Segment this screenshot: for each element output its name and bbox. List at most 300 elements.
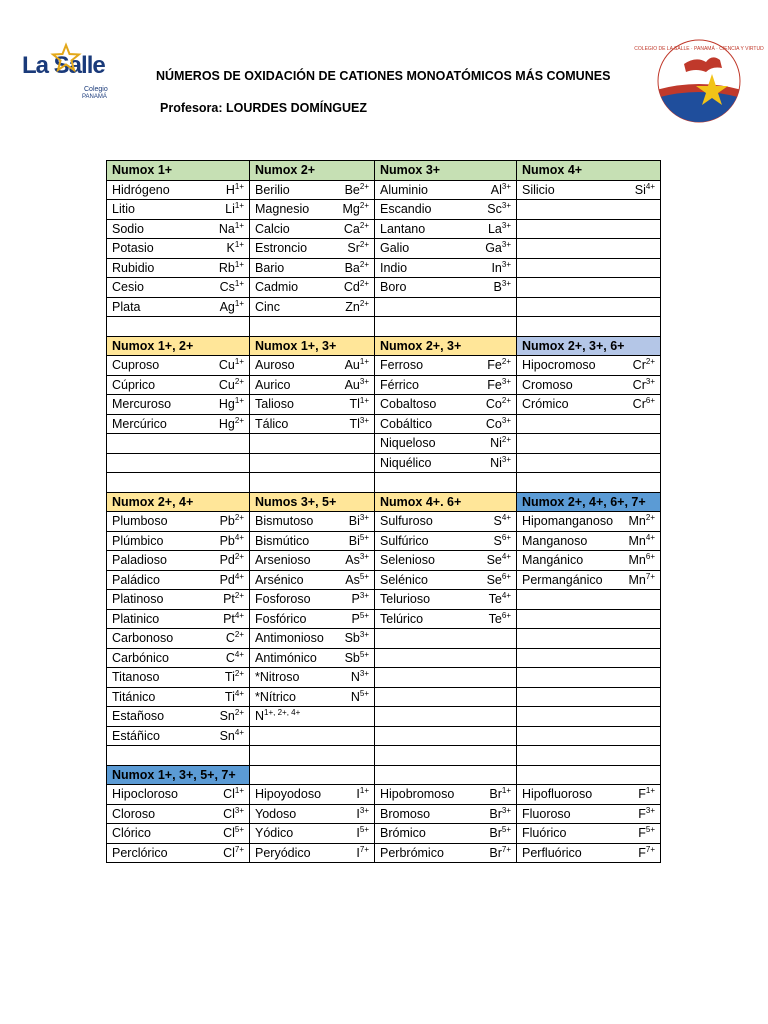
charge: 5+ bbox=[501, 825, 511, 835]
cation-symbol bbox=[227, 241, 244, 255]
table-cell bbox=[107, 824, 250, 844]
element-symbol: Co bbox=[485, 416, 502, 431]
cation-symbol bbox=[352, 612, 369, 626]
cation-symbol bbox=[345, 358, 369, 372]
cation-symbol bbox=[486, 417, 511, 431]
table-cell bbox=[250, 297, 375, 317]
element-symbol: Au bbox=[344, 358, 360, 373]
group-header: Numox 2+, 3+ bbox=[375, 336, 517, 356]
table-cell bbox=[250, 629, 375, 649]
element-symbol: I bbox=[356, 845, 360, 860]
table-header-row bbox=[107, 765, 661, 785]
cation-symbol bbox=[344, 222, 369, 236]
teacher-name: Profesora: LOURDES DOMÍNGUEZ bbox=[160, 101, 367, 115]
table-cell bbox=[107, 687, 250, 707]
element-symbol: La bbox=[487, 221, 502, 236]
charge: 3+ bbox=[359, 513, 369, 523]
cation-symbol bbox=[487, 573, 511, 587]
cation-name: Cuproso bbox=[112, 358, 160, 373]
cation-symbol bbox=[349, 417, 369, 431]
charge: 4+ bbox=[234, 688, 244, 698]
cation-name: Platinoso bbox=[112, 592, 164, 607]
charge: 6+ bbox=[501, 532, 511, 542]
cation-name: Férrico bbox=[380, 377, 419, 392]
element-symbol: Be bbox=[344, 182, 360, 197]
group-header: Numox 4+ bbox=[517, 161, 661, 181]
element-symbol: F bbox=[638, 826, 646, 841]
table-cell bbox=[375, 395, 517, 415]
table-row bbox=[107, 200, 661, 220]
cation-name: Hipomanganoso bbox=[522, 514, 614, 529]
table-row bbox=[107, 278, 661, 298]
charge: 5+ bbox=[359, 649, 369, 659]
cation-symbol bbox=[345, 651, 369, 665]
cation-symbol bbox=[487, 202, 511, 216]
cation-name: Hipocromoso bbox=[522, 358, 596, 373]
table-row bbox=[107, 551, 661, 571]
cation-symbol bbox=[356, 787, 369, 801]
element-symbol: Mn bbox=[628, 533, 646, 548]
cation-symbol bbox=[220, 573, 244, 587]
element-symbol: S bbox=[493, 533, 502, 548]
cation-symbol bbox=[345, 300, 369, 314]
cation-symbol bbox=[490, 436, 511, 450]
cation-symbol bbox=[349, 514, 369, 528]
charge: 1+ bbox=[234, 298, 244, 308]
cation-name: Hipobromoso bbox=[380, 787, 455, 802]
charge: 4+ bbox=[234, 532, 244, 542]
charge: 7+ bbox=[359, 844, 369, 854]
charge: 3+ bbox=[501, 181, 511, 191]
table-cell bbox=[517, 687, 661, 707]
table-cell bbox=[107, 707, 250, 727]
table-cell bbox=[375, 375, 517, 395]
cation-symbol bbox=[629, 514, 656, 528]
cation-name: Perclórico bbox=[112, 845, 168, 860]
charge: 5+ bbox=[359, 825, 369, 835]
table-cell bbox=[107, 843, 250, 863]
table-cell bbox=[107, 356, 250, 376]
cation-name: Titánico bbox=[112, 689, 156, 704]
table-cell bbox=[517, 668, 661, 688]
element-symbol: Ca bbox=[343, 221, 360, 236]
cation-name: Plúmbico bbox=[112, 533, 164, 548]
cation-symbol bbox=[223, 592, 244, 606]
charge: 4+ bbox=[501, 552, 511, 562]
cation-name: Hipocloroso bbox=[112, 787, 179, 802]
element-symbol: Se bbox=[486, 553, 502, 568]
element-symbol: Na bbox=[218, 221, 235, 236]
table-cell bbox=[107, 317, 250, 337]
cation-symbol bbox=[633, 358, 655, 372]
table-cell bbox=[517, 200, 661, 220]
table-cell bbox=[375, 824, 517, 844]
element-symbol: Cl bbox=[223, 845, 235, 860]
table-cell bbox=[107, 629, 250, 649]
element-symbol: B bbox=[493, 280, 502, 295]
table-cell bbox=[375, 297, 517, 317]
table-row bbox=[107, 570, 661, 590]
cation-symbol bbox=[219, 417, 244, 431]
table-row bbox=[107, 180, 661, 200]
charge: 3+ bbox=[501, 240, 511, 250]
cation-name: Manganoso bbox=[522, 533, 588, 548]
charge: 3+ bbox=[359, 376, 369, 386]
table-cell bbox=[250, 414, 375, 434]
charge: 1+, 2+, 4+ bbox=[264, 708, 301, 718]
charge: 2+ bbox=[645, 357, 655, 367]
charge: 2+ bbox=[234, 591, 244, 601]
charge: 2+ bbox=[501, 396, 511, 406]
table-cell bbox=[250, 824, 375, 844]
table-cell bbox=[517, 804, 661, 824]
element-symbol: Sr bbox=[347, 241, 360, 256]
table-cell bbox=[107, 434, 250, 454]
charge: 5+ bbox=[234, 825, 244, 835]
cation-name: Hipoyodoso bbox=[255, 787, 322, 802]
charge: 2+ bbox=[359, 240, 369, 250]
table-cell bbox=[517, 843, 661, 863]
table-cell bbox=[107, 180, 250, 200]
element-symbol: Hg bbox=[218, 397, 235, 412]
cation-symbol bbox=[220, 534, 244, 548]
cation-name: Perbrómico bbox=[380, 845, 444, 860]
charge: 2+ bbox=[359, 181, 369, 191]
cation-symbol bbox=[351, 670, 369, 684]
element-symbol: Al bbox=[490, 182, 502, 197]
cation-symbol bbox=[345, 553, 369, 567]
cation-name: Aurico bbox=[255, 377, 291, 392]
table-cell bbox=[107, 473, 250, 493]
element-symbol: I bbox=[356, 806, 360, 821]
charge: 2+ bbox=[359, 298, 369, 308]
table-row bbox=[107, 375, 661, 395]
cation-name: Plumboso bbox=[112, 514, 168, 529]
table-row bbox=[107, 239, 661, 259]
cation-symbol bbox=[345, 261, 369, 275]
cation-name: Antimonioso bbox=[255, 631, 324, 646]
cation-symbol bbox=[223, 826, 244, 840]
element-symbol: N bbox=[350, 689, 360, 704]
cation-name: Talioso bbox=[255, 397, 294, 412]
table-header-row bbox=[107, 161, 661, 181]
table-cell bbox=[375, 785, 517, 805]
cation-name: Bismútico bbox=[255, 533, 310, 548]
table-cell bbox=[107, 551, 250, 571]
cation-symbol bbox=[485, 241, 511, 255]
table-cell bbox=[375, 258, 517, 278]
table-header-row bbox=[107, 336, 661, 356]
cation-name: Potasio bbox=[112, 241, 154, 256]
table-cell bbox=[517, 629, 661, 649]
table-cell bbox=[375, 453, 517, 473]
element-symbol: Cu bbox=[218, 358, 235, 373]
charge: 3+ bbox=[645, 805, 655, 815]
table-cell bbox=[250, 180, 375, 200]
cation-symbol bbox=[220, 729, 244, 743]
cation-symbol bbox=[226, 631, 244, 645]
group-header: Numox 1+, 2+ bbox=[107, 336, 250, 356]
charge: 1+ bbox=[359, 786, 369, 796]
table-cell bbox=[375, 200, 517, 220]
table-cell bbox=[250, 785, 375, 805]
cation-symbol bbox=[226, 183, 244, 197]
element-symbol: Se bbox=[486, 572, 502, 587]
charge: 5+ bbox=[359, 532, 369, 542]
cation-name: Bario bbox=[255, 260, 285, 275]
charge: 5+ bbox=[359, 688, 369, 698]
cation-symbol bbox=[345, 378, 369, 392]
element-symbol: Sn bbox=[219, 728, 235, 743]
group-header: Numox 1+, 3+ bbox=[250, 336, 375, 356]
group-header: Numox 3+ bbox=[375, 161, 517, 181]
logo-brand-text: La Salle bbox=[22, 52, 105, 79]
cation-name: Litio bbox=[112, 202, 135, 217]
table-cell bbox=[250, 395, 375, 415]
cation-name: *Nítrico bbox=[255, 689, 296, 704]
cation-symbol bbox=[487, 378, 511, 392]
element-symbol: C bbox=[225, 650, 235, 665]
element-symbol: Pb bbox=[219, 533, 235, 548]
cation-symbol bbox=[349, 534, 369, 548]
cation-symbol bbox=[633, 378, 655, 392]
table-cell bbox=[250, 434, 375, 454]
table-cell bbox=[250, 512, 375, 532]
charge: 4+ bbox=[234, 610, 244, 620]
element-symbol: As bbox=[345, 553, 360, 568]
element-symbol: Br bbox=[489, 826, 502, 841]
table-cell bbox=[250, 648, 375, 668]
charge: 6+ bbox=[645, 396, 655, 406]
cation-symbol bbox=[223, 807, 244, 821]
charge: 4+ bbox=[234, 727, 244, 737]
table-cell bbox=[517, 180, 661, 200]
charge: 2+ bbox=[234, 415, 244, 425]
element-symbol: Zn bbox=[345, 299, 360, 314]
cation-name: *Nitroso bbox=[255, 670, 300, 685]
element-symbol: Br bbox=[489, 806, 502, 821]
table-cell bbox=[250, 843, 375, 863]
charge: 3+ bbox=[359, 630, 369, 640]
cation-symbol bbox=[220, 300, 244, 314]
table-cell bbox=[250, 531, 375, 551]
group-header bbox=[250, 765, 375, 785]
group-header: Numox 2+, 3+, 6+ bbox=[517, 336, 661, 356]
cation-name: Mangánico bbox=[522, 553, 584, 568]
charge: 4+ bbox=[645, 181, 655, 191]
table-row bbox=[107, 434, 661, 454]
seal-text: COLEGIO DE LA SALLE · PANAMÁ · CIENCIA Y VIRTUD bbox=[634, 46, 764, 52]
element-symbol: Ga bbox=[485, 241, 502, 256]
element-symbol: C bbox=[225, 631, 235, 646]
table-cell bbox=[375, 726, 517, 746]
charge: 2+ bbox=[234, 630, 244, 640]
cation-symbol bbox=[226, 651, 244, 665]
element-symbol: H bbox=[225, 182, 235, 197]
table-row bbox=[107, 668, 661, 688]
cation-symbol bbox=[489, 612, 511, 626]
element-symbol: F bbox=[638, 787, 646, 802]
cation-symbol bbox=[494, 534, 511, 548]
table-cell bbox=[250, 200, 375, 220]
cation-name: Fosforoso bbox=[255, 592, 311, 607]
table-cell bbox=[107, 297, 250, 317]
cation-name: Telurioso bbox=[380, 592, 431, 607]
table-row bbox=[107, 395, 661, 415]
table-cell bbox=[250, 453, 375, 473]
charge: 7+ bbox=[645, 571, 655, 581]
charge: 3+ bbox=[359, 805, 369, 815]
cation-name: Estáñico bbox=[112, 728, 160, 743]
charge: 1+ bbox=[234, 786, 244, 796]
cation-name: Hidrógeno bbox=[112, 182, 170, 197]
element-symbol: P bbox=[351, 592, 360, 607]
table-row bbox=[107, 317, 661, 337]
table-cell bbox=[107, 746, 250, 766]
cation-symbol bbox=[347, 241, 369, 255]
element-symbol: Cr bbox=[632, 358, 646, 373]
cation-symbol bbox=[635, 183, 655, 197]
cation-name: Selenioso bbox=[380, 553, 435, 568]
cation-name: Bromoso bbox=[380, 806, 431, 821]
table-cell bbox=[517, 590, 661, 610]
charge: 2+ bbox=[501, 357, 511, 367]
cation-symbol bbox=[223, 612, 244, 626]
cation-name: Estañoso bbox=[112, 709, 165, 724]
element-symbol: As bbox=[345, 572, 360, 587]
cation-name: Niqueloso bbox=[380, 436, 436, 451]
cation-name: Tálico bbox=[255, 416, 289, 431]
table-cell bbox=[375, 512, 517, 532]
table-cell bbox=[250, 707, 375, 727]
cation-symbol bbox=[223, 787, 244, 801]
table-cell bbox=[250, 239, 375, 259]
element-symbol: Tl bbox=[349, 416, 360, 431]
charge: 3+ bbox=[359, 669, 369, 679]
group-header: Numox 1+ bbox=[107, 161, 250, 181]
charge: 4+ bbox=[501, 591, 511, 601]
table-cell bbox=[107, 785, 250, 805]
table-row bbox=[107, 473, 661, 493]
cation-name: Sulfúrico bbox=[380, 533, 429, 548]
table-row bbox=[107, 297, 661, 317]
cation-symbol bbox=[489, 807, 511, 821]
cation-name: Platinico bbox=[112, 611, 160, 626]
charge: 5+ bbox=[359, 571, 369, 581]
group-header: Numox 2+, 4+ bbox=[107, 492, 250, 512]
cation-name: Silicio bbox=[522, 182, 555, 197]
table-cell bbox=[517, 785, 661, 805]
cation-name: Fosfórico bbox=[255, 611, 307, 626]
element-symbol: Pd bbox=[219, 572, 235, 587]
table-cell bbox=[107, 570, 250, 590]
element-symbol: Ti bbox=[224, 670, 235, 685]
table-cell bbox=[107, 590, 250, 610]
cation-name: Antimónico bbox=[255, 650, 317, 665]
group-header bbox=[517, 765, 661, 785]
element-symbol: Ni bbox=[490, 455, 502, 470]
group-header: Numos 3+, 5+ bbox=[250, 492, 375, 512]
element-symbol: Mg bbox=[342, 202, 360, 217]
table-cell bbox=[375, 843, 517, 863]
element-symbol: Sc bbox=[487, 202, 502, 217]
charge: 1+ bbox=[359, 396, 369, 406]
cation-symbol bbox=[489, 592, 511, 606]
element-symbol: Br bbox=[489, 845, 502, 860]
cation-name: Bismutoso bbox=[255, 514, 314, 529]
cation-symbol bbox=[345, 573, 369, 587]
table-cell bbox=[375, 687, 517, 707]
cation-symbol bbox=[629, 573, 656, 587]
table-row bbox=[107, 648, 661, 668]
table-cell bbox=[250, 219, 375, 239]
element-symbol: Ni bbox=[490, 436, 502, 451]
charge: 3+ bbox=[501, 454, 511, 464]
element-symbol: Te bbox=[488, 592, 502, 607]
charge: 1+ bbox=[234, 279, 244, 289]
cation-name: Plata bbox=[112, 299, 141, 314]
table-cell bbox=[250, 551, 375, 571]
cation-symbol bbox=[225, 202, 244, 216]
table-cell bbox=[517, 395, 661, 415]
element-symbol: Cr bbox=[632, 397, 646, 412]
charge: 4+ bbox=[234, 571, 244, 581]
element-symbol: I bbox=[356, 787, 360, 802]
table-cell bbox=[375, 707, 517, 727]
la-salle-logo bbox=[22, 44, 114, 108]
cation-name: Cobáltico bbox=[380, 416, 433, 431]
charge: 2+ bbox=[645, 513, 655, 523]
table-row bbox=[107, 609, 661, 629]
charge: 3+ bbox=[234, 805, 244, 815]
table-cell bbox=[517, 648, 661, 668]
element-symbol: Cs bbox=[219, 280, 235, 295]
element-symbol: Pb bbox=[219, 514, 235, 529]
charge: 1+ bbox=[234, 396, 244, 406]
table-cell bbox=[517, 278, 661, 298]
element-symbol: Cu bbox=[218, 377, 235, 392]
table-cell bbox=[517, 258, 661, 278]
table-cell bbox=[107, 512, 250, 532]
table-cell bbox=[250, 375, 375, 395]
element-symbol: Mn bbox=[628, 553, 646, 568]
element-symbol: S bbox=[493, 514, 502, 529]
table-cell bbox=[107, 239, 250, 259]
seal-icon bbox=[634, 38, 764, 124]
cation-name: Sulfuroso bbox=[380, 514, 433, 529]
cation-name: Cloroso bbox=[112, 806, 156, 821]
cation-symbol bbox=[488, 222, 511, 236]
cation-name: Galio bbox=[380, 241, 410, 256]
table-row bbox=[107, 414, 661, 434]
cation-symbol bbox=[220, 280, 244, 294]
element-symbol: Bi bbox=[348, 533, 360, 548]
cation-symbol bbox=[489, 787, 511, 801]
table-cell bbox=[517, 570, 661, 590]
table-cell bbox=[375, 473, 517, 493]
element-symbol: F bbox=[638, 845, 646, 860]
table-cell bbox=[517, 453, 661, 473]
cation-symbol bbox=[487, 553, 511, 567]
table-cell bbox=[250, 356, 375, 376]
cation-symbol bbox=[219, 358, 244, 372]
table-row bbox=[107, 512, 661, 532]
element-symbol: Pd bbox=[219, 553, 235, 568]
charge: 3+ bbox=[501, 805, 511, 815]
cation-name: Magnesio bbox=[255, 202, 310, 217]
cation-name: Lantano bbox=[380, 221, 426, 236]
charge: 6+ bbox=[645, 552, 655, 562]
